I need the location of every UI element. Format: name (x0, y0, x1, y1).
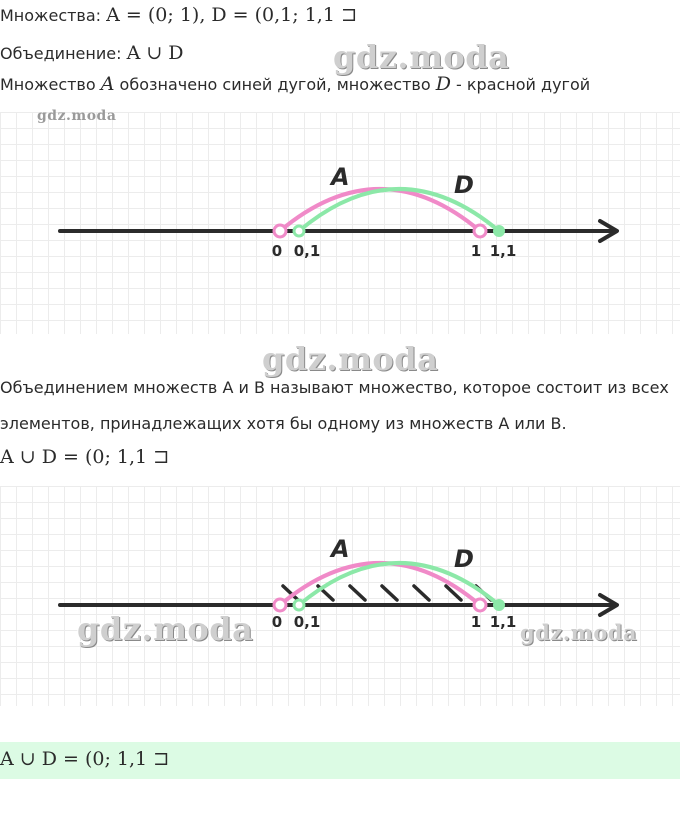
open-point-0-1 (294, 600, 304, 610)
arc-label-a: A (331, 163, 350, 191)
open-point-0-1 (294, 226, 304, 236)
union-line (0, 42, 184, 64)
watermark-figure-1: gdz.moda (37, 108, 117, 124)
legend-post: - красной дугой (450, 75, 591, 94)
open-point-0 (274, 599, 286, 611)
tick-label-0: 0 (271, 613, 283, 631)
union-result-formula: A ∪ D = (0; 1,1 ⊐ (0, 446, 170, 468)
closed-point-1-1 (493, 599, 505, 611)
tick-label-1-1: 1,1 (489, 242, 517, 260)
legend-line (0, 73, 590, 95)
arc-label-d: D (454, 171, 474, 199)
tick-label-1: 1 (470, 242, 482, 260)
legend-set-a: A (100, 73, 115, 95)
sets-formula: A = (0; 1), D = (0,1; 1,1 ⊐ (106, 4, 358, 26)
closed-point-1-1 (493, 225, 505, 237)
arc-label-d: D (454, 545, 474, 573)
answer-box (0, 742, 680, 779)
legend-mid: обозначено синей дугой, множество (114, 75, 436, 94)
number-line-figure-1 (0, 108, 680, 334)
sets-line (0, 4, 357, 26)
open-point-1 (474, 599, 486, 611)
tick-label-0-1: 0,1 (293, 242, 321, 260)
tick-label-1-1: 1,1 (489, 613, 517, 631)
watermark-figure-2-right: gdz.moda (520, 620, 638, 645)
open-point-1 (474, 225, 486, 237)
legend-set-d: D (435, 73, 451, 95)
legend-pre: Множество (0, 75, 101, 94)
watermark-header: gdz.moda (333, 38, 510, 76)
union-label: Объединение: (0, 44, 122, 63)
definition-line-2: элементов, принадлежащих хотя бы одному из множеств А или В. (0, 414, 567, 433)
number-line-svg-1 (0, 112, 680, 334)
union-formula: A ∪ D (126, 42, 184, 64)
number-line-svg-2 (0, 486, 680, 706)
watermark-figure-2-left: gdz.moda (77, 610, 254, 648)
number-line-figure-2 (0, 486, 680, 706)
arc-label-a: A (331, 535, 350, 563)
tick-label-0: 0 (271, 242, 283, 260)
tick-label-1: 1 (470, 613, 482, 631)
definition-line-1: Объединением множеств А и В называют множество, которое состоит из всех (0, 378, 669, 397)
answer-formula: A ∪ D = (0; 1,1 ⊐ (0, 748, 170, 770)
watermark-middle: gdz.moda (262, 340, 439, 378)
open-point-0 (274, 225, 286, 237)
sets-label: Множества: (0, 6, 102, 25)
tick-label-0-1: 0,1 (293, 613, 321, 631)
